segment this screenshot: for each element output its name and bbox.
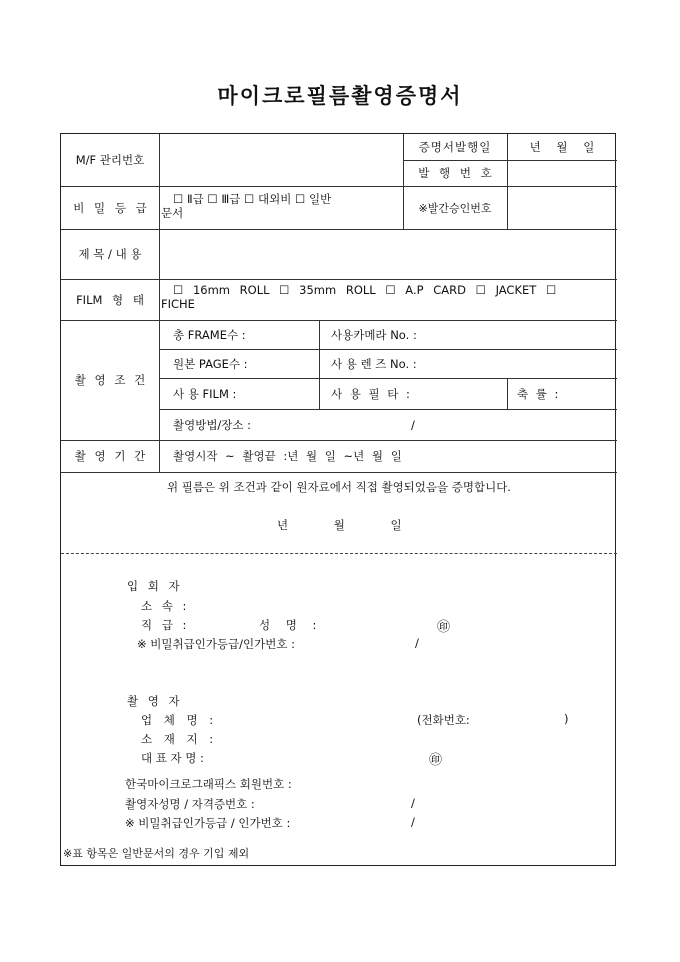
secret-level-label: 비 밀 등 급 xyxy=(73,200,147,215)
issue-date-field[interactable]: 년 월 일 xyxy=(529,140,595,154)
photographer-cert-slash: / xyxy=(411,796,415,810)
certificate-form xyxy=(60,133,616,866)
company-name[interactable]: 업 체 명 : xyxy=(141,713,214,727)
divider xyxy=(61,472,617,473)
issue-number-field[interactable] xyxy=(507,160,617,186)
film-type-options[interactable] xyxy=(159,279,617,320)
camera-number[interactable]: 사용카메라 No. : xyxy=(331,327,417,342)
document-title: 마이크로필름촬영증명서 xyxy=(217,83,463,108)
phone-number[interactable]: (전화번호: xyxy=(417,713,470,727)
lens-number[interactable]: 사 용 렌 즈 No. : xyxy=(331,356,417,371)
photographer-seal: ㊞ xyxy=(429,753,443,768)
footnote: ※표 항목은 일반문서의 경우 기입 제외 xyxy=(63,847,250,860)
approval-number-label: ※발간승인번호 xyxy=(418,201,492,215)
method-place[interactable]: 촬영방법/장소 : xyxy=(173,417,252,432)
secret-options-line: 문서 xyxy=(161,206,184,220)
subject-label: 제 목 / 내 용 xyxy=(78,247,142,261)
mf-number-label: M/F 관리번호 xyxy=(75,153,145,167)
witness-heading: 입 회 자 xyxy=(127,579,180,593)
dashed-divider xyxy=(61,553,617,554)
member-number[interactable]: 한국마이크로그래픽스 회원번호 : xyxy=(125,777,292,791)
company-address[interactable]: 소 재 지 : xyxy=(141,732,214,746)
mf-number-field[interactable] xyxy=(159,134,403,186)
film-used[interactable]: 사 용 FILM : xyxy=(173,386,237,401)
issue-date-label: 증명서발행일 xyxy=(418,140,492,154)
photographer-heading: 촬 영 자 xyxy=(127,694,180,708)
divider xyxy=(507,378,508,409)
approval-number-field[interactable] xyxy=(507,186,617,229)
photographer-certificate[interactable]: 촬영자성명 / 자격증번호 : xyxy=(125,797,255,811)
representative-name[interactable]: 대 표 자 명 : xyxy=(141,751,204,765)
photographer-clearance-slash: / xyxy=(411,815,415,829)
witness-seal: ㊞ xyxy=(437,620,451,635)
subject-field[interactable] xyxy=(159,229,617,279)
period-label: 촬 영 기 간 xyxy=(74,449,146,463)
original-pages[interactable]: 원본 PAGE수 : xyxy=(173,356,248,371)
statement-date[interactable]: 년 월 일 xyxy=(277,518,402,532)
phone-close: ) xyxy=(564,712,569,726)
filter-used[interactable]: 사 용 필 타 : xyxy=(331,386,410,401)
secret-level-options[interactable] xyxy=(159,186,403,229)
total-frames[interactable]: 총 FRAME수 : xyxy=(173,327,246,342)
method-place-slash: / xyxy=(411,417,415,432)
divider xyxy=(319,320,320,409)
photographer-clearance[interactable]: ※ 비밀취급인가등급 / 인가번호 : xyxy=(125,816,291,830)
statement-text: 위 필름은 위 조건과 같이 원자료에서 직접 촬영되었음을 증명합니다. xyxy=(167,480,511,494)
witness-clearance-slash: / xyxy=(415,636,419,650)
scale[interactable]: 축 률 : xyxy=(517,386,559,401)
witness-clearance[interactable]: ※ 비밀취급인가등급/인가번호 : xyxy=(137,637,296,651)
film-options-line: FICHE xyxy=(161,297,195,311)
witness-position[interactable]: 직 급 : xyxy=(141,618,187,632)
secret-options-line: ☐ Ⅱ급 ☐ Ⅲ급 ☐ 대외비 ☐ 일반 xyxy=(173,192,332,206)
film-type-label: FILM 형 태 xyxy=(76,292,144,307)
issue-number-label: 발 행 번 호 xyxy=(418,166,492,180)
film-options-line: ☐ 16mm ROLL ☐ 35mm ROLL ☐ A.P CARD ☐ JACKET ☐ xyxy=(173,283,557,297)
conditions-label: 촬 영 조 건 xyxy=(74,373,146,387)
period-field[interactable]: 촬영시작 ~ 촬영끝 :년 월 일 ~년 월 일 xyxy=(173,449,402,463)
witness-affiliation[interactable]: 소 속 : xyxy=(141,599,187,613)
witness-name[interactable]: 성 명 : xyxy=(259,618,317,632)
